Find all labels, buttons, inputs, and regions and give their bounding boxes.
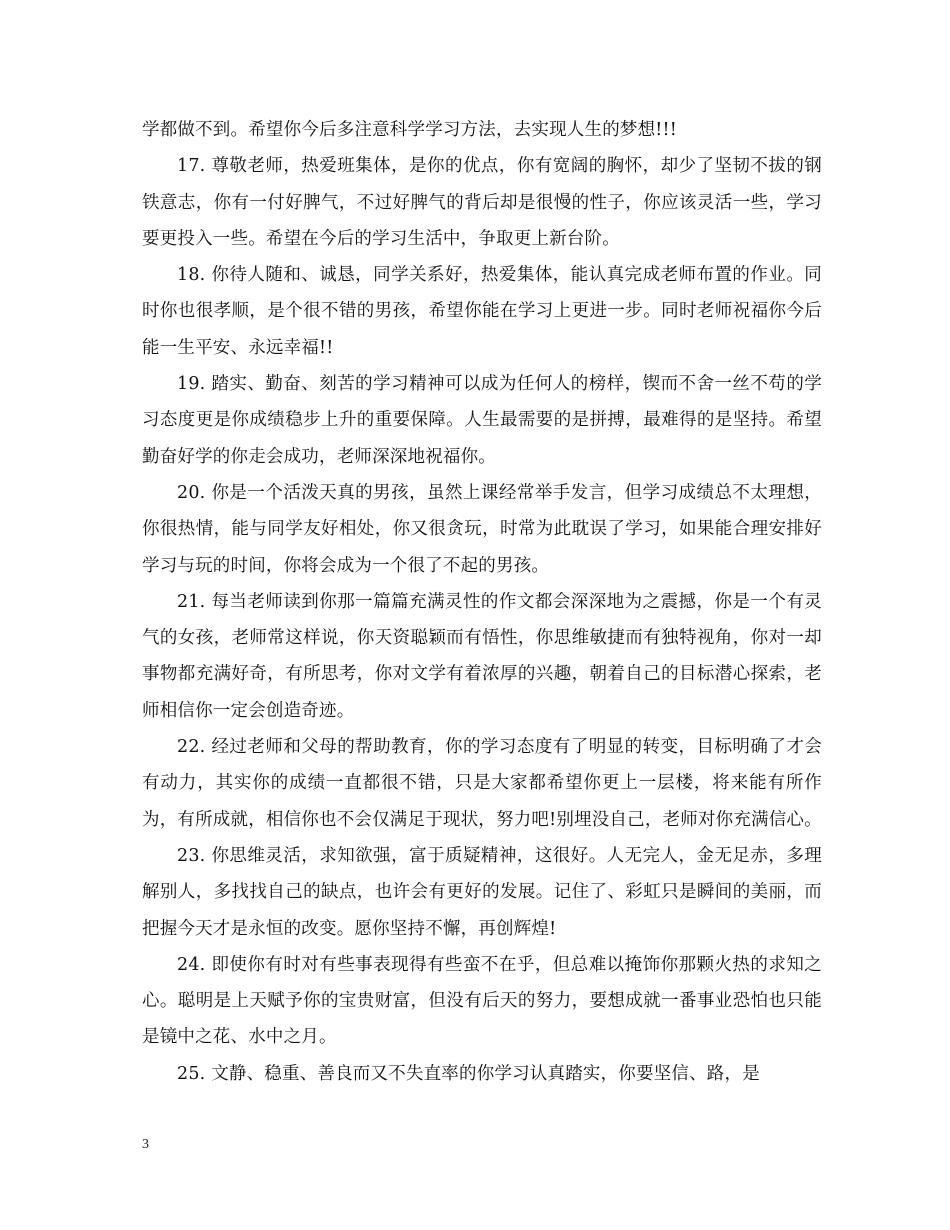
paragraph-22: 22. 经过老师和父母的帮助教育，你的学习态度有了明显的转变，目标明确了才会有动力，其实你的成绩一直都很不错，只是大家都希望你更上一层楼，将来能有所作为，有所成就，相信你也不会仅满足于现状，努力吧!别埋没自己，老师对你充满信心。 (142, 737, 822, 830)
paragraph-16-continuation: 学都做不到。希望你今后多注意科学学习方法，去实现人生的梦想!!! (142, 120, 677, 140)
page-number: 3 (142, 1137, 149, 1152)
paragraph-21: 21. 每当老师读到你那一篇篇充满灵性的作文都会深深地为之震撼，你是一个有灵气的女孩，老师常这样说，你天资聪颖而有悟性，你思维敏捷而有独特视角，你对一却事物都充满好奇，有所思考，你对文学有着浓厚的兴趣，朝着自己的目标潜心探索，老师相信你一定会创造奇迹。 (142, 591, 822, 721)
paragraph-19: 19. 踏实、勤奋、刻苦的学习精神可以成为任何人的榜样，锲而不舍一丝不苟的学习态度更是你成绩稳步上升的重要保障。人生最需要的是拼搏，最难得的是坚持。希望勤奋好学的你走会成功，老师深深地祝福你。 (142, 374, 822, 467)
paragraph-24: 24. 即使你有时对有些事表现得有些蛮不在乎，但总难以掩饰你那颗火热的求知之心。聪明是上天赋予你的宝贵财富，但没有后天的努力，要想成就一番事业恐怕也只能是镜中之花、水中之月。 (142, 954, 822, 1048)
paragraph-17: 17. 尊敬老师，热爱班集体，是你的优点，你有宽阔的胸怀，却少了坚韧不拔的钢铁意志，你有一付好脾气，不过好脾气的背后却是很慢的性子，你应该灵活一些，学习要更投入一些。希望在今后的学习生活中，争取更上新台阶。 (142, 156, 822, 249)
paragraph-23: 23. 你思维灵活，求知欲强，富于质疑精神，这很好。人无完人，金无足赤，多理解别人，多找找自己的缺点，也许会有更好的发展。记住了、彩虹只是瞬间的美丽，而把握今天才是永恒的改变。愿你坚持不懈，再创辉煌! (142, 845, 822, 939)
paragraph-25: 25. 文静、稳重、善良而又不失直率的你学习认真踏实，你要坚信、路，是 (177, 1063, 760, 1084)
paragraph-20: 20. 你是一个活泼天真的男孩，虽然上课经常举手发言，但学习成绩总不太理想，你很热情，能与同学友好相处，你又很贪玩，时常为此耽误了学习，如果能合理安排好学习与玩的时间，你将会成为一个很了不起的男孩。 (142, 482, 822, 576)
paragraph-18: 18. 你待人随和、诚恳，同学关系好，热爱集体，能认真完成老师布置的作业。同时你也很孝顺，是个很不错的男孩，希望你能在学习上更进一步。同时老师祝福你今后能一生平安、永远幸福!! (142, 265, 822, 358)
document-body (142, 112, 822, 1092)
